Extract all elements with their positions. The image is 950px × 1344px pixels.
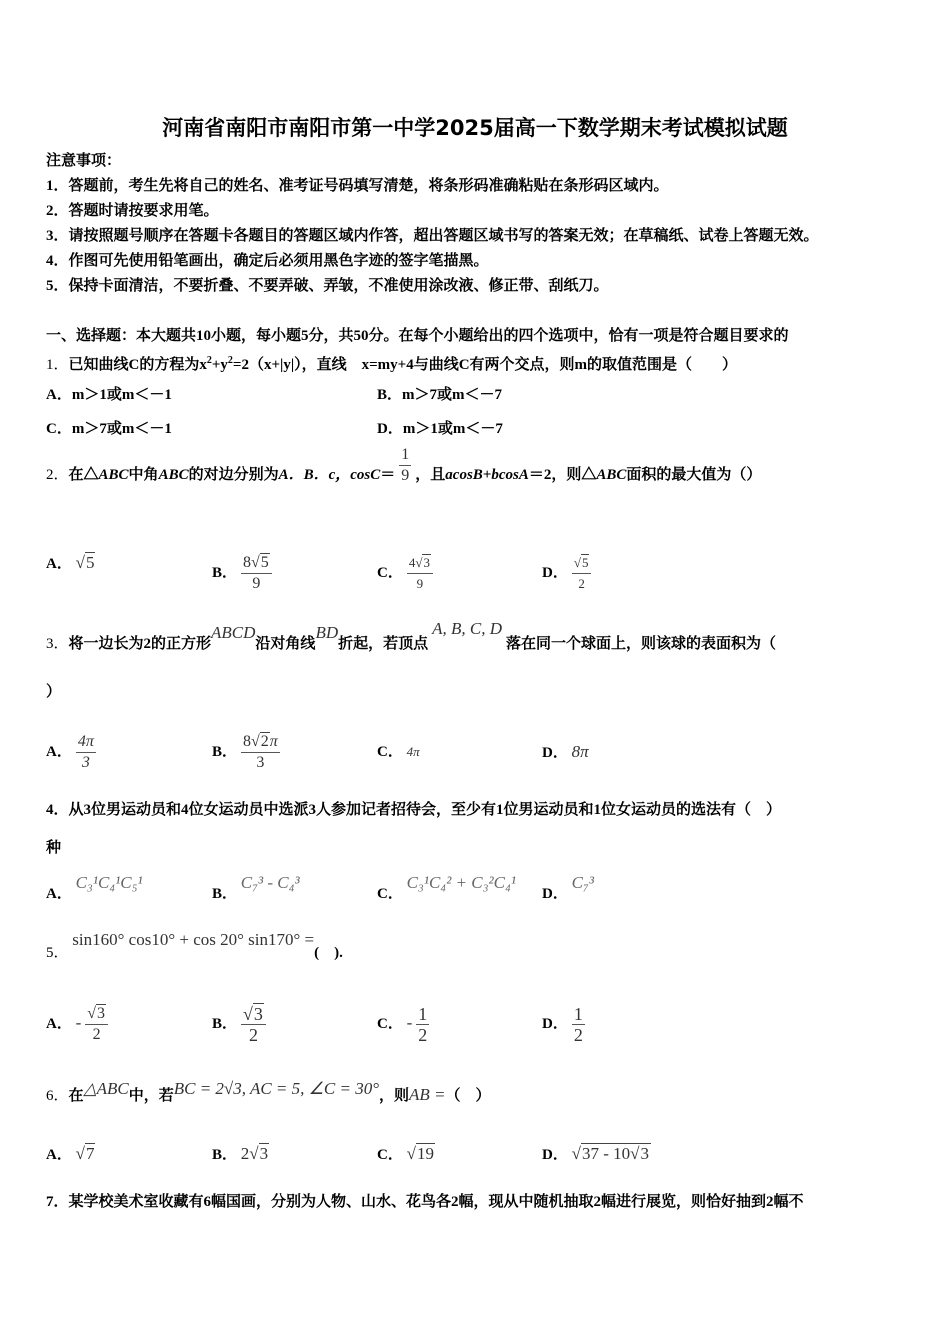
q6-text: 在 xyxy=(68,1088,84,1104)
q1-option-d[interactable]: D．m＞1或m＜－7 xyxy=(377,421,503,437)
coefficient: 2 xyxy=(240,1144,250,1163)
q3-option-c[interactable] xyxy=(377,742,420,762)
q2-text: 的对边分别为 xyxy=(188,467,279,483)
q6-text: 中，若 xyxy=(128,1088,174,1104)
radicand: 3 xyxy=(423,555,430,570)
q2-text: ，且 xyxy=(415,467,446,483)
question-5 xyxy=(46,930,343,963)
q5-text: ( ). xyxy=(314,945,343,961)
q6-option-a[interactable] xyxy=(46,1144,95,1165)
denominator: 3 xyxy=(256,754,265,771)
q5-option-d[interactable] xyxy=(542,1004,589,1045)
radicand: 5 xyxy=(85,553,95,572)
radicand xyxy=(581,1143,651,1163)
fraction xyxy=(572,1004,585,1045)
fraction xyxy=(241,732,280,773)
option-label: D． xyxy=(542,1015,568,1032)
option-value: C₇³ - C₄³ xyxy=(240,873,300,892)
q3-option-b[interactable] xyxy=(212,732,284,773)
fraction xyxy=(416,1004,429,1045)
q2-math: ABC xyxy=(158,467,189,483)
coefficient: 8 xyxy=(243,733,252,750)
denominator: 9 xyxy=(401,467,410,485)
q2-math: ABC xyxy=(98,467,129,483)
numerator xyxy=(241,553,272,574)
numerator: √3 xyxy=(241,1004,266,1025)
radicand: 7 xyxy=(85,1144,95,1163)
q6-option-b[interactable] xyxy=(212,1144,269,1165)
option-label: C． xyxy=(377,1147,403,1163)
notes-heading: 注意事项： xyxy=(46,153,122,169)
question-7: 7．某学校美术室收藏有6幅国画，分别为人物、山水、花鸟各2幅，现从中随机抽取2幅进行展览，则恰好抽到2幅不 xyxy=(46,1194,804,1210)
question-1 xyxy=(46,351,737,375)
q2-math: acosB+bcosA xyxy=(445,467,529,483)
option-label: B． xyxy=(212,886,238,902)
option-label: A． xyxy=(46,886,72,902)
denominator: 2 xyxy=(573,1025,583,1045)
sqrt: √3 xyxy=(249,1144,269,1163)
option-label: B． xyxy=(212,743,238,760)
q6-option-d[interactable] xyxy=(542,1144,651,1165)
q3-option-d[interactable] xyxy=(542,742,589,763)
q6-option-c[interactable] xyxy=(377,1144,435,1165)
numerator: 1 xyxy=(399,445,411,466)
question-number: 5． xyxy=(46,945,69,961)
sqrt: √5 xyxy=(75,553,95,572)
option-label: D． xyxy=(542,1147,568,1163)
q2-text: ＝ xyxy=(380,467,396,483)
radicand: 3 xyxy=(97,1005,106,1022)
note-item: 5．保持卡面清洁，不要折叠、不要弄破、弄皱，不准使用涂改液、修正带、刮纸刀。 xyxy=(46,278,609,294)
question-number: 3． xyxy=(46,636,69,652)
numerator: 4π xyxy=(76,732,96,753)
q2-math: ABC xyxy=(596,467,627,483)
numerator: 1 xyxy=(573,1004,583,1024)
q1-text: +y xyxy=(211,357,228,373)
sqrt: √37 - 10√3 xyxy=(571,1144,649,1163)
q6-text: ，则 xyxy=(379,1088,410,1104)
q2-option-b[interactable] xyxy=(212,553,276,594)
q5-option-c[interactable] xyxy=(377,1004,433,1045)
option-label: A． xyxy=(46,743,72,760)
q5-expression: sin160° cos10° + cos 20° sin170° = xyxy=(72,930,315,949)
q2-option-d[interactable] xyxy=(542,553,595,594)
q1-exp: 2 xyxy=(206,355,212,366)
q2-math: A．B．c，cosC xyxy=(278,467,381,483)
option-label: D． xyxy=(542,564,568,581)
q3-math: BD xyxy=(315,623,339,642)
denominator: 3 xyxy=(81,754,90,771)
numerator xyxy=(241,732,280,753)
note-item: 1．答题前，考生先将自己的姓名、准考证号码填写清楚，将条形码准确粘贴在条形码区域内。 xyxy=(46,178,669,194)
option-label: B． xyxy=(212,1015,238,1032)
question-number: 2． xyxy=(46,467,69,483)
q2-option-c[interactable] xyxy=(377,553,437,594)
sqrt: √5 xyxy=(251,554,269,571)
q6-math: BC = 2√3, AC = 5, ∠C = 30° xyxy=(173,1079,379,1098)
denominator: 2 xyxy=(578,576,585,591)
option-label: C． xyxy=(377,744,403,760)
radicand: 2 xyxy=(260,733,269,750)
option-label: A． xyxy=(46,556,72,572)
question-6 xyxy=(46,1079,491,1106)
fraction xyxy=(407,553,433,594)
note-item: 3．请按照题号顺序在答题卡各题目的答题区域内作答，超出答题区域书写的答案无效；在草稿纸、试卷上答题无效。 xyxy=(46,228,819,244)
denominator: 2 xyxy=(418,1025,428,1045)
q1-text: 已知曲线C的方程为x xyxy=(68,357,207,373)
q4-option-a[interactable] xyxy=(46,873,143,904)
q3-text: 将一边长为2的正方形 xyxy=(68,636,212,652)
option-label: B． xyxy=(212,564,238,581)
question-2 xyxy=(46,446,762,486)
sqrt: √3 xyxy=(630,1144,649,1163)
pi: π xyxy=(269,733,278,750)
coefficient: 8 xyxy=(243,554,252,571)
q5-option-a[interactable] xyxy=(46,1004,112,1045)
radicand: 5 xyxy=(260,554,269,571)
option-label: C． xyxy=(377,886,403,902)
option-label: C． xyxy=(377,564,403,581)
note-item: 4．作图可先使用铅笔画出，确定后必须用黑色字迹的签字笔描黑。 xyxy=(46,253,489,269)
question-3 xyxy=(46,619,777,654)
q3-text: 折起，若顶点 xyxy=(338,636,429,652)
denominator: 2 xyxy=(248,1025,258,1045)
option-label: A． xyxy=(46,1015,72,1032)
fraction xyxy=(241,553,272,594)
radicand-part: 37 - 10 xyxy=(581,1144,631,1163)
question-4-cont: 种 xyxy=(46,840,62,856)
question-number: 6． xyxy=(46,1088,69,1104)
option-value: 8π xyxy=(571,742,589,761)
note-item: 2．答题时请按要求用笔。 xyxy=(46,203,219,219)
coefficient: 4 xyxy=(408,555,416,570)
q2-text: ＝2，则△ xyxy=(528,467,597,483)
option-value: C₃¹C₄¹C₅¹ xyxy=(75,873,143,892)
numerator: √5 xyxy=(572,553,592,574)
q3-math: A, B, C, D xyxy=(432,619,503,638)
sqrt: √3 xyxy=(415,555,430,570)
numerator: 1 xyxy=(418,1004,428,1024)
numerator: √3 xyxy=(85,1004,108,1025)
q3-math: ABCD xyxy=(211,623,256,642)
question-4: 4．从3位男运动员和4位女运动员中选派3人参加记者招待会，至少有1位男运动员和1位女运动员的选法有（ ） xyxy=(46,802,782,818)
option-label: B． xyxy=(212,1147,238,1163)
q5-option-b[interactable] xyxy=(212,1004,270,1045)
q1-exp: 2 xyxy=(227,355,233,366)
option-label: D． xyxy=(542,745,568,761)
question-number: 1． xyxy=(46,357,69,373)
q3-text: 落在同一个球面上，则该球的表面积为（ xyxy=(506,636,777,652)
fraction xyxy=(241,1004,266,1045)
denominator: 9 xyxy=(252,575,261,592)
numerator xyxy=(407,553,433,574)
q6-text: （ ） xyxy=(445,1088,491,1104)
sqrt: √19 xyxy=(406,1144,434,1163)
radicand: 19 xyxy=(416,1144,434,1163)
option-value: 4π xyxy=(406,744,420,759)
fraction xyxy=(572,553,592,594)
q4-option-c[interactable] xyxy=(377,873,516,904)
fraction xyxy=(399,445,411,486)
q6-math: AB = xyxy=(409,1085,446,1104)
section-heading: 一、选择题：本大题共10小题，每小题5分，共50分。在每个小题给出的四个选项中，恰有一项是符合题目要求的 xyxy=(46,328,789,344)
q2-option-a[interactable] xyxy=(46,553,95,574)
q2-text: 中角 xyxy=(128,467,159,483)
option-label: D． xyxy=(542,886,568,902)
option-value: C₃¹C₄² + C₃²C₄¹ xyxy=(406,873,516,892)
radicand: 3 xyxy=(253,1004,263,1024)
q1-option-c[interactable]: C．m＞7或m＜－1 xyxy=(46,421,172,437)
q1-option-a[interactable]: A．m＞1或m＜－1 xyxy=(46,387,172,403)
q3-option-a[interactable] xyxy=(46,732,100,773)
q2-text: 面积的最大值为（） xyxy=(626,467,762,483)
sqrt: √2 xyxy=(251,733,269,750)
q2-text: 在△ xyxy=(68,467,99,483)
option-label: C． xyxy=(377,1015,403,1032)
minus-sign: - xyxy=(406,1012,413,1032)
radicand: 5 xyxy=(581,555,589,570)
q1-text: =2（x+|y|），直线 x=my+4与曲线C有两个交点，则m的取值范围是（ ） xyxy=(232,357,738,373)
radicand: 3 xyxy=(640,1144,649,1163)
page-title: 河南省南阳市南阳市第一中学2025届高一下数学期末考试模拟试题 xyxy=(162,116,788,140)
denominator: 2 xyxy=(92,1026,101,1043)
sqrt: √7 xyxy=(75,1144,95,1163)
q3-closing-paren: ） xyxy=(46,684,62,700)
option-label: A． xyxy=(46,1147,72,1163)
radicand: 3 xyxy=(259,1144,269,1163)
fraction xyxy=(85,1004,108,1045)
q4-option-d[interactable] xyxy=(542,873,594,904)
fraction xyxy=(76,732,96,773)
q6-math: △ABC xyxy=(83,1079,129,1098)
q3-text: 沿对角线 xyxy=(255,636,316,652)
minus-sign: - xyxy=(75,1012,82,1032)
option-value: C₇³ xyxy=(571,873,594,892)
q4-option-b[interactable] xyxy=(212,873,300,904)
denominator: 9 xyxy=(416,576,424,591)
q1-option-b[interactable]: B．m＞7或m＜－7 xyxy=(377,387,502,403)
